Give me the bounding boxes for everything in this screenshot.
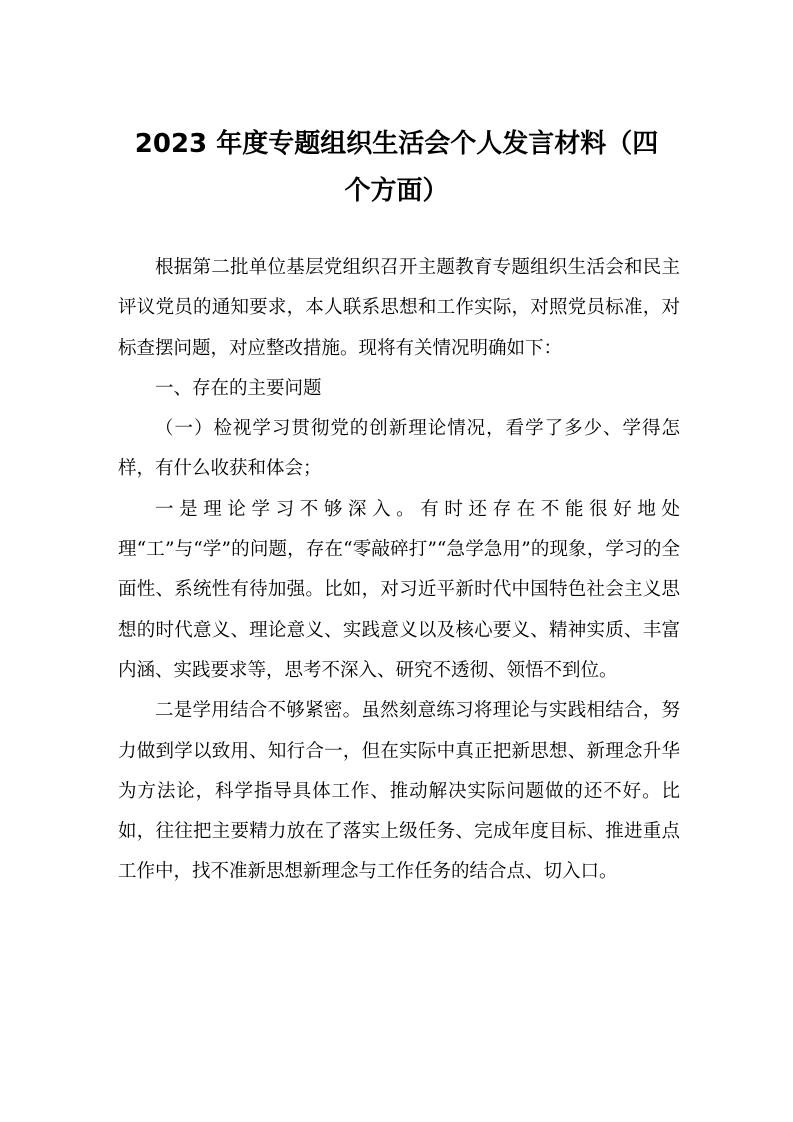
- document-title-line-1: 2023 年度专题组织生活会个人发言材料（四: [134, 129, 659, 159]
- paragraph-point-two: 二是学用结合不够紧密。虽然刻意练习将理论与实践相结合，努力做到学以致用、知行合一，但在实际中真正把新思想、新理念升华为方法论，科学指导具体工作、推动解决实际问题做的还不好。比如，往往把主要精力放在了落实上级任务、完成年度目标、推进重点工作中，找不准新思想新理念与工作任务的结合点、切入口。: [118, 700, 680, 883]
- subsection-heading-study: （一）检视学习贯彻党的创新理论情况，看学了多少、学得怎样，有什么收获和体会；: [118, 418, 680, 480]
- section-heading-problems: 一、存在的主要问题: [155, 377, 322, 399]
- document-title-line-2: 个方面）: [344, 176, 449, 206]
- paragraph-intro: 根据第二批单位基层党组织召开主题教育专题组织生活会和民主评议党员的通知要求，本人联系思想和工作实际，对照党员标准，对标查摆问题，对应整改措施。现将有关情况明确如下：: [118, 257, 680, 359]
- paragraph-point-one: 一是理论学习不够深入。有时还存在不能很好地处理“工”与“学”的问题，存在“零敲碎打”“急学急用”的现象，学习的全面性、系统性有待加强。比如，对习近平新时代中国特色社会主义思想的时代意义、理论意义、实践意义以及核心要义、精神实质、丰富内涵、实践要求等，思考不深入、研究不透彻、领悟不到位。: [118, 498, 680, 681]
- document-body: [118, 248, 680, 893]
